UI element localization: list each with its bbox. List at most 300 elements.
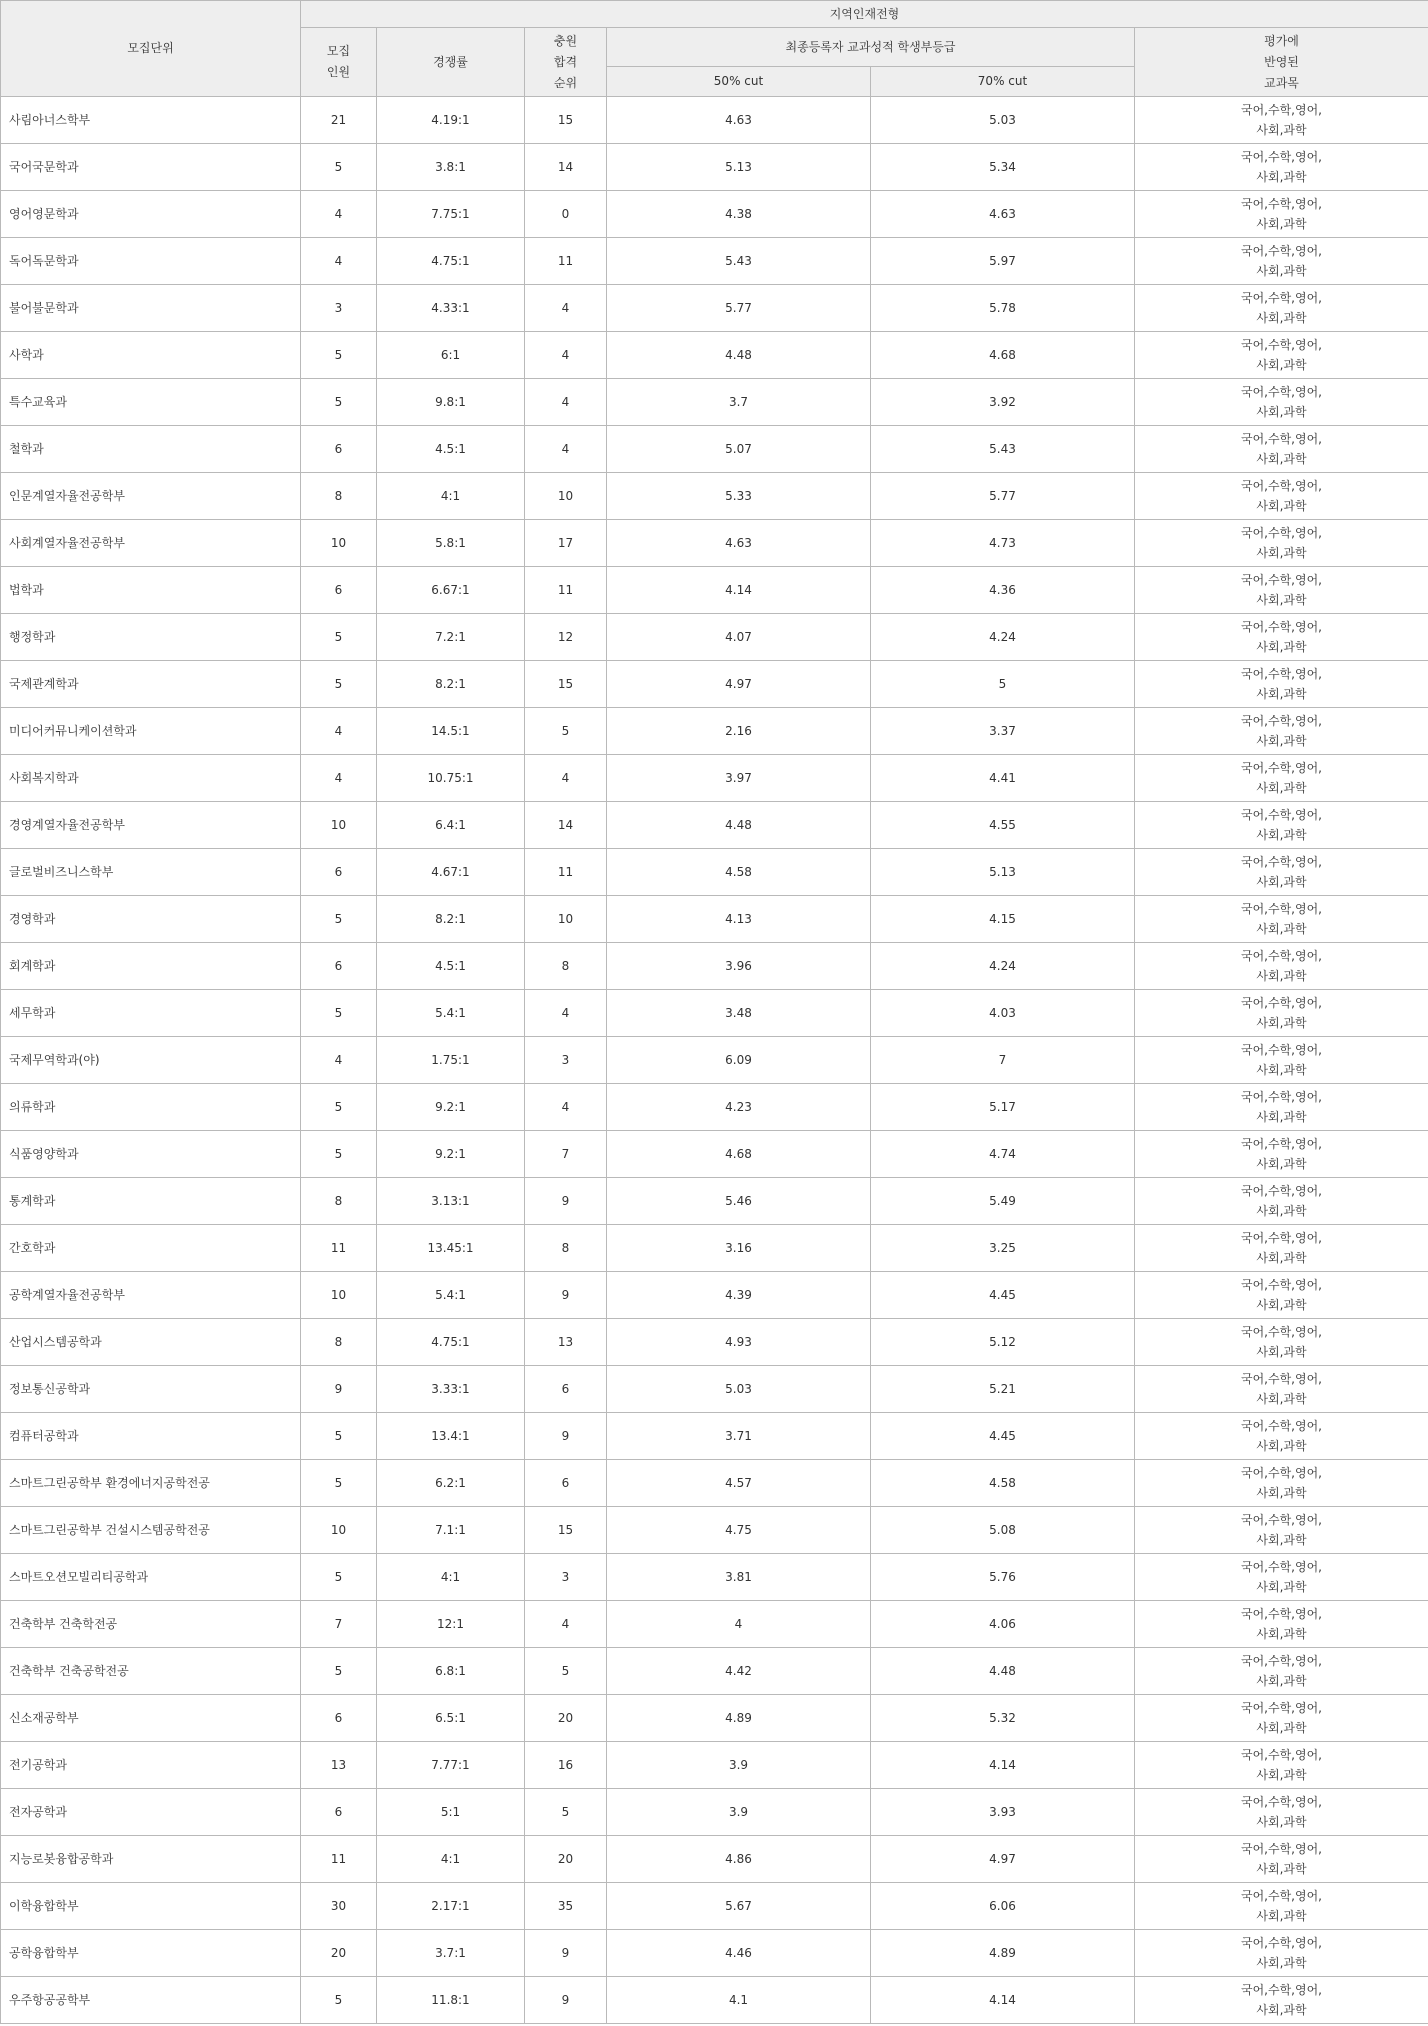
cell-rank: 4 bbox=[525, 332, 607, 379]
cell-quota: 10 bbox=[301, 1507, 377, 1554]
cell-rank: 4 bbox=[525, 755, 607, 802]
cell-cut70: 5.77 bbox=[871, 473, 1135, 520]
cell-subjects bbox=[1135, 1178, 1428, 1225]
cell-subjects-line2: 사회,과학 bbox=[1256, 828, 1307, 842]
table-row bbox=[1, 1460, 1428, 1507]
cell-cut70: 6.06 bbox=[871, 1883, 1135, 1930]
cell-quota: 3 bbox=[301, 285, 377, 332]
cell-cut70: 4.45 bbox=[871, 1413, 1135, 1460]
cell-cut50: 5.46 bbox=[607, 1178, 871, 1225]
table-row bbox=[1, 849, 1428, 896]
cell-competition: 13.4:1 bbox=[377, 1413, 525, 1460]
cell-cut50: 6.09 bbox=[607, 1037, 871, 1084]
cell-quota: 6 bbox=[301, 849, 377, 896]
cell-unit: 공학융합학부 bbox=[1, 1930, 301, 1977]
cell-subjects-line1: 국어,수학,영어, bbox=[1241, 1372, 1322, 1386]
cell-subjects-line2: 사회,과학 bbox=[1256, 1815, 1307, 1829]
table-row bbox=[1, 1225, 1428, 1272]
cell-subjects bbox=[1135, 614, 1428, 661]
cell-quota: 11 bbox=[301, 1836, 377, 1883]
cell-subjects-line1: 국어,수학,영어, bbox=[1241, 808, 1322, 822]
cell-competition: 9.2:1 bbox=[377, 1084, 525, 1131]
header-subjects-line3: 교과목 bbox=[1264, 75, 1299, 90]
cell-cut50: 4.13 bbox=[607, 896, 871, 943]
cell-competition: 6.5:1 bbox=[377, 1695, 525, 1742]
cell-cut50: 4.68 bbox=[607, 1131, 871, 1178]
cell-cut70: 4.58 bbox=[871, 1460, 1135, 1507]
cell-subjects-line1: 국어,수학,영어, bbox=[1241, 103, 1322, 117]
cell-cut50: 4.57 bbox=[607, 1460, 871, 1507]
cell-subjects bbox=[1135, 1742, 1428, 1789]
table-row bbox=[1, 1084, 1428, 1131]
cell-subjects-line1: 국어,수학,영어, bbox=[1241, 902, 1322, 916]
cell-quota: 4 bbox=[301, 191, 377, 238]
cell-cut50: 4.86 bbox=[607, 1836, 871, 1883]
cell-unit: 우주항공공학부 bbox=[1, 1977, 301, 2024]
cell-subjects-line1: 국어,수학,영어, bbox=[1241, 1325, 1322, 1339]
table-row bbox=[1, 1883, 1428, 1930]
cell-unit: 건축학부 건축학전공 bbox=[1, 1601, 301, 1648]
cell-competition: 4.75:1 bbox=[377, 1319, 525, 1366]
cell-rank: 9 bbox=[525, 1930, 607, 1977]
cell-quota: 5 bbox=[301, 990, 377, 1037]
cell-competition: 11.8:1 bbox=[377, 1977, 525, 2024]
header-subjects-line2: 반영된 bbox=[1264, 54, 1299, 69]
cell-cut50: 4.46 bbox=[607, 1930, 871, 1977]
cell-subjects-line2: 사회,과학 bbox=[1256, 1392, 1307, 1406]
cell-rank: 6 bbox=[525, 1366, 607, 1413]
cell-subjects bbox=[1135, 1084, 1428, 1131]
cell-subjects-line1: 국어,수학,영어, bbox=[1241, 150, 1322, 164]
cell-cut50: 5.07 bbox=[607, 426, 871, 473]
cell-cut50: 3.96 bbox=[607, 943, 871, 990]
cell-subjects-line2: 사회,과학 bbox=[1256, 170, 1307, 184]
cell-subjects-line1: 국어,수학,영어, bbox=[1241, 714, 1322, 728]
cell-subjects bbox=[1135, 1272, 1428, 1319]
cell-subjects bbox=[1135, 661, 1428, 708]
cell-unit: 사학과 bbox=[1, 332, 301, 379]
cell-competition: 3.7:1 bbox=[377, 1930, 525, 1977]
table-row bbox=[1, 1554, 1428, 1601]
cell-rank: 6 bbox=[525, 1460, 607, 1507]
cell-subjects-line2: 사회,과학 bbox=[1256, 217, 1307, 231]
table-row bbox=[1, 943, 1428, 990]
cell-rank: 9 bbox=[525, 1272, 607, 1319]
table-row bbox=[1, 1648, 1428, 1695]
cell-cut70: 5.76 bbox=[871, 1554, 1135, 1601]
table-row bbox=[1, 1836, 1428, 1883]
table-row bbox=[1, 191, 1428, 238]
cell-quota: 10 bbox=[301, 802, 377, 849]
header-rank-line2: 합격 bbox=[553, 54, 578, 69]
cell-competition: 4.75:1 bbox=[377, 238, 525, 285]
cell-quota: 30 bbox=[301, 1883, 377, 1930]
cell-subjects-line1: 국어,수학,영어, bbox=[1241, 1043, 1322, 1057]
cell-subjects bbox=[1135, 755, 1428, 802]
cell-quota: 5 bbox=[301, 1977, 377, 2024]
cell-competition: 7.1:1 bbox=[377, 1507, 525, 1554]
cell-unit: 미디어커뮤니케이션학과 bbox=[1, 708, 301, 755]
cell-quota: 4 bbox=[301, 755, 377, 802]
cell-competition: 4:1 bbox=[377, 473, 525, 520]
cell-cut50: 4.1 bbox=[607, 1977, 871, 2024]
cell-unit: 신소재공학부 bbox=[1, 1695, 301, 1742]
cell-subjects-line2: 사회,과학 bbox=[1256, 922, 1307, 936]
cell-competition: 5.4:1 bbox=[377, 990, 525, 1037]
cell-subjects-line2: 사회,과학 bbox=[1256, 1956, 1307, 1970]
cell-rank: 12 bbox=[525, 614, 607, 661]
cell-cut50: 4.23 bbox=[607, 1084, 871, 1131]
cell-rank: 16 bbox=[525, 1742, 607, 1789]
cell-subjects bbox=[1135, 238, 1428, 285]
cell-subjects bbox=[1135, 332, 1428, 379]
cell-rank: 4 bbox=[525, 426, 607, 473]
cell-rank: 4 bbox=[525, 1084, 607, 1131]
cell-cut70: 4.89 bbox=[871, 1930, 1135, 1977]
cell-quota: 5 bbox=[301, 332, 377, 379]
cell-cut50: 5.77 bbox=[607, 285, 871, 332]
table-row bbox=[1, 144, 1428, 191]
table-row bbox=[1, 1413, 1428, 1460]
cell-subjects-line2: 사회,과학 bbox=[1256, 1016, 1307, 1030]
cell-subjects bbox=[1135, 1648, 1428, 1695]
cell-rank: 10 bbox=[525, 896, 607, 943]
cell-unit: 글로벌비즈니스학부 bbox=[1, 849, 301, 896]
cell-quota: 6 bbox=[301, 943, 377, 990]
cell-subjects-line1: 국어,수학,영어, bbox=[1241, 855, 1322, 869]
table-row bbox=[1, 1789, 1428, 1836]
cell-cut70: 5.03 bbox=[871, 97, 1135, 144]
cell-cut70: 4.41 bbox=[871, 755, 1135, 802]
cell-cut70: 4.03 bbox=[871, 990, 1135, 1037]
cell-competition: 4.5:1 bbox=[377, 426, 525, 473]
cell-rank: 20 bbox=[525, 1695, 607, 1742]
cell-unit: 이학융합학부 bbox=[1, 1883, 301, 1930]
cell-cut70: 4.06 bbox=[871, 1601, 1135, 1648]
cell-rank: 0 bbox=[525, 191, 607, 238]
cell-subjects bbox=[1135, 1930, 1428, 1977]
cell-subjects bbox=[1135, 426, 1428, 473]
cell-subjects-line2: 사회,과학 bbox=[1256, 969, 1307, 983]
cell-subjects-line1: 국어,수학,영어, bbox=[1241, 1748, 1322, 1762]
cell-competition: 4.33:1 bbox=[377, 285, 525, 332]
cell-subjects bbox=[1135, 708, 1428, 755]
cell-subjects bbox=[1135, 1601, 1428, 1648]
cell-subjects-line2: 사회,과학 bbox=[1256, 452, 1307, 466]
cell-rank: 5 bbox=[525, 1648, 607, 1695]
cell-subjects bbox=[1135, 990, 1428, 1037]
table-row bbox=[1, 755, 1428, 802]
cell-subjects bbox=[1135, 520, 1428, 567]
cell-subjects bbox=[1135, 1225, 1428, 1272]
cell-quota: 7 bbox=[301, 1601, 377, 1648]
cell-subjects-line2: 사회,과학 bbox=[1256, 593, 1307, 607]
cell-subjects-line2: 사회,과학 bbox=[1256, 1862, 1307, 1876]
cell-subjects-line2: 사회,과학 bbox=[1256, 1909, 1307, 1923]
cell-unit: 회계학과 bbox=[1, 943, 301, 990]
table-row bbox=[1, 520, 1428, 567]
cell-subjects-line2: 사회,과학 bbox=[1256, 1674, 1307, 1688]
cell-cut70: 5 bbox=[871, 661, 1135, 708]
table-row bbox=[1, 1507, 1428, 1554]
table-row bbox=[1, 1977, 1428, 2024]
cell-competition: 10.75:1 bbox=[377, 755, 525, 802]
cell-subjects bbox=[1135, 473, 1428, 520]
cell-unit: 스마트그린공학부 건설시스템공학전공 bbox=[1, 1507, 301, 1554]
cell-rank: 15 bbox=[525, 97, 607, 144]
cell-subjects-line2: 사회,과학 bbox=[1256, 1627, 1307, 1641]
cell-cut70: 5.08 bbox=[871, 1507, 1135, 1554]
cell-subjects bbox=[1135, 567, 1428, 614]
cell-rank: 3 bbox=[525, 1037, 607, 1084]
cell-unit: 인문계열자율전공학부 bbox=[1, 473, 301, 520]
cell-rank: 8 bbox=[525, 1225, 607, 1272]
cell-cut70: 5.34 bbox=[871, 144, 1135, 191]
cell-quota: 10 bbox=[301, 1272, 377, 1319]
cell-unit: 경영학과 bbox=[1, 896, 301, 943]
cell-cut50: 3.71 bbox=[607, 1413, 871, 1460]
cell-cut50: 4.58 bbox=[607, 849, 871, 896]
cell-quota: 4 bbox=[301, 708, 377, 755]
cell-subjects bbox=[1135, 1460, 1428, 1507]
cell-competition: 4.67:1 bbox=[377, 849, 525, 896]
cell-subjects bbox=[1135, 191, 1428, 238]
cell-cut70: 5.32 bbox=[871, 1695, 1135, 1742]
header-cut70: 70% cut bbox=[871, 67, 1135, 97]
cell-unit: 경영계열자율전공학부 bbox=[1, 802, 301, 849]
cell-subjects-line2: 사회,과학 bbox=[1256, 499, 1307, 513]
cell-subjects bbox=[1135, 849, 1428, 896]
cell-unit: 법학과 bbox=[1, 567, 301, 614]
cell-subjects-line2: 사회,과학 bbox=[1256, 734, 1307, 748]
cell-subjects-line1: 국어,수학,영어, bbox=[1241, 1137, 1322, 1151]
cell-cut70: 5.43 bbox=[871, 426, 1135, 473]
cell-unit: 세무학과 bbox=[1, 990, 301, 1037]
cell-subjects-line2: 사회,과학 bbox=[1256, 311, 1307, 325]
cell-subjects-line1: 국어,수학,영어, bbox=[1241, 1513, 1322, 1527]
cell-competition: 12:1 bbox=[377, 1601, 525, 1648]
cell-unit: 식품영양학과 bbox=[1, 1131, 301, 1178]
cell-subjects-line2: 사회,과학 bbox=[1256, 1063, 1307, 1077]
cell-subjects-line1: 국어,수학,영어, bbox=[1241, 1983, 1322, 1997]
cell-rank: 4 bbox=[525, 1601, 607, 1648]
cell-unit: 건축학부 건축공학전공 bbox=[1, 1648, 301, 1695]
cell-quota: 5 bbox=[301, 1131, 377, 1178]
cell-cut50: 2.16 bbox=[607, 708, 871, 755]
table-row bbox=[1, 1601, 1428, 1648]
cell-subjects-line1: 국어,수학,영어, bbox=[1241, 526, 1322, 540]
cell-quota: 6 bbox=[301, 567, 377, 614]
cell-rank: 15 bbox=[525, 1507, 607, 1554]
cell-subjects-line2: 사회,과학 bbox=[1256, 546, 1307, 560]
cell-subjects bbox=[1135, 1319, 1428, 1366]
cell-subjects-line1: 국어,수학,영어, bbox=[1241, 1184, 1322, 1198]
cell-quota: 5 bbox=[301, 144, 377, 191]
cell-quota: 13 bbox=[301, 1742, 377, 1789]
cell-subjects bbox=[1135, 1413, 1428, 1460]
cell-unit: 정보통신공학과 bbox=[1, 1366, 301, 1413]
cell-cut50: 4 bbox=[607, 1601, 871, 1648]
cell-competition: 9.2:1 bbox=[377, 1131, 525, 1178]
cell-quota: 5 bbox=[301, 1084, 377, 1131]
cell-competition: 4:1 bbox=[377, 1554, 525, 1601]
header-quota-line1: 모집 bbox=[326, 44, 351, 58]
cell-unit: 전자공학과 bbox=[1, 1789, 301, 1836]
cell-unit: 영어영문학과 bbox=[1, 191, 301, 238]
cell-competition: 2.17:1 bbox=[377, 1883, 525, 1930]
cell-subjects-line1: 국어,수학,영어, bbox=[1241, 1607, 1322, 1621]
cell-subjects-line1: 국어,수학,영어, bbox=[1241, 1419, 1322, 1433]
cell-subjects bbox=[1135, 1131, 1428, 1178]
cell-quota: 21 bbox=[301, 97, 377, 144]
cell-quota: 5 bbox=[301, 1648, 377, 1695]
cell-rank: 11 bbox=[525, 567, 607, 614]
cell-rank: 10 bbox=[525, 473, 607, 520]
cell-cut50: 3.16 bbox=[607, 1225, 871, 1272]
cell-subjects-line1: 국어,수학,영어, bbox=[1241, 244, 1322, 258]
cell-competition: 6.67:1 bbox=[377, 567, 525, 614]
cell-subjects bbox=[1135, 379, 1428, 426]
cell-subjects bbox=[1135, 1695, 1428, 1742]
cell-rank: 5 bbox=[525, 1789, 607, 1836]
cell-rank: 3 bbox=[525, 1554, 607, 1601]
cell-cut50: 4.48 bbox=[607, 332, 871, 379]
table-row bbox=[1, 567, 1428, 614]
cell-rank: 4 bbox=[525, 990, 607, 1037]
cell-cut50: 3.9 bbox=[607, 1742, 871, 1789]
cell-unit: 불어불문학과 bbox=[1, 285, 301, 332]
table-row bbox=[1, 379, 1428, 426]
cell-competition: 8.2:1 bbox=[377, 896, 525, 943]
table-row bbox=[1, 1178, 1428, 1225]
cell-cut50: 4.14 bbox=[607, 567, 871, 614]
cell-subjects bbox=[1135, 1789, 1428, 1836]
cell-rank: 5 bbox=[525, 708, 607, 755]
cell-unit: 특수교육과 bbox=[1, 379, 301, 426]
table-row bbox=[1, 990, 1428, 1037]
cell-rank: 13 bbox=[525, 1319, 607, 1366]
cell-quota: 9 bbox=[301, 1366, 377, 1413]
cell-subjects-line2: 사회,과학 bbox=[1256, 781, 1307, 795]
cell-subjects-line2: 사회,과학 bbox=[1256, 687, 1307, 701]
cell-rank: 11 bbox=[525, 849, 607, 896]
cell-competition: 4:1 bbox=[377, 1836, 525, 1883]
cell-cut50: 4.93 bbox=[607, 1319, 871, 1366]
cell-quota: 5 bbox=[301, 896, 377, 943]
cell-competition: 7.77:1 bbox=[377, 1742, 525, 1789]
cell-subjects bbox=[1135, 1037, 1428, 1084]
cell-subjects-line1: 국어,수학,영어, bbox=[1241, 1936, 1322, 1950]
table-row bbox=[1, 802, 1428, 849]
cell-subjects-line2: 사회,과학 bbox=[1256, 264, 1307, 278]
header-grade-group: 최종등록자 교과성적 학생부등급 bbox=[607, 28, 1135, 67]
cell-unit: 의류학과 bbox=[1, 1084, 301, 1131]
cell-subjects bbox=[1135, 802, 1428, 849]
header-unit: 모집단위 bbox=[1, 1, 301, 97]
cell-subjects-line2: 사회,과학 bbox=[1256, 1345, 1307, 1359]
cell-competition: 3.33:1 bbox=[377, 1366, 525, 1413]
cell-cut70: 4.48 bbox=[871, 1648, 1135, 1695]
cell-subjects-line1: 국어,수학,영어, bbox=[1241, 1278, 1322, 1292]
cell-competition: 6.4:1 bbox=[377, 802, 525, 849]
cell-unit: 사림아너스학부 bbox=[1, 97, 301, 144]
cell-quota: 4 bbox=[301, 1037, 377, 1084]
cell-cut70: 5.13 bbox=[871, 849, 1135, 896]
cell-quota: 5 bbox=[301, 1554, 377, 1601]
cell-rank: 4 bbox=[525, 379, 607, 426]
cell-unit: 스마트오션모빌리티공학과 bbox=[1, 1554, 301, 1601]
cell-unit: 사회복지학과 bbox=[1, 755, 301, 802]
cell-unit: 간호학과 bbox=[1, 1225, 301, 1272]
cell-unit: 사회계열자율전공학부 bbox=[1, 520, 301, 567]
cell-subjects-line2: 사회,과학 bbox=[1256, 1110, 1307, 1124]
cell-cut50: 5.43 bbox=[607, 238, 871, 285]
cell-quota: 8 bbox=[301, 473, 377, 520]
cell-subjects bbox=[1135, 97, 1428, 144]
cell-competition: 4.19:1 bbox=[377, 97, 525, 144]
cell-cut70: 5.97 bbox=[871, 238, 1135, 285]
cell-subjects-line1: 국어,수학,영어, bbox=[1241, 291, 1322, 305]
cell-cut70: 4.15 bbox=[871, 896, 1135, 943]
header-rank bbox=[525, 28, 607, 97]
cell-subjects-line2: 사회,과학 bbox=[1256, 1157, 1307, 1171]
cell-quota: 6 bbox=[301, 1789, 377, 1836]
header-quota-line2: 인원 bbox=[326, 65, 351, 79]
cell-unit: 컴퓨터공학과 bbox=[1, 1413, 301, 1460]
cell-subjects-line1: 국어,수학,영어, bbox=[1241, 1889, 1322, 1903]
cell-competition: 1.75:1 bbox=[377, 1037, 525, 1084]
cell-subjects-line1: 국어,수학,영어, bbox=[1241, 1795, 1322, 1809]
cell-cut70: 3.92 bbox=[871, 379, 1135, 426]
cell-subjects-line1: 국어,수학,영어, bbox=[1241, 1701, 1322, 1715]
cell-rank: 8 bbox=[525, 943, 607, 990]
cell-cut50: 3.7 bbox=[607, 379, 871, 426]
table-row bbox=[1, 1272, 1428, 1319]
cell-rank: 11 bbox=[525, 238, 607, 285]
cell-competition: 3.13:1 bbox=[377, 1178, 525, 1225]
cell-cut50: 4.07 bbox=[607, 614, 871, 661]
cell-competition: 6.8:1 bbox=[377, 1648, 525, 1695]
cell-competition: 7.2:1 bbox=[377, 614, 525, 661]
cell-cut70: 4.24 bbox=[871, 943, 1135, 990]
cell-cut70: 3.93 bbox=[871, 1789, 1135, 1836]
table-row bbox=[1, 614, 1428, 661]
cell-subjects-line1: 국어,수학,영어, bbox=[1241, 1654, 1322, 1668]
table-row bbox=[1, 1037, 1428, 1084]
cell-cut50: 5.03 bbox=[607, 1366, 871, 1413]
cell-rank: 14 bbox=[525, 144, 607, 191]
cell-competition: 5.8:1 bbox=[377, 520, 525, 567]
cell-cut70: 4.45 bbox=[871, 1272, 1135, 1319]
table-row bbox=[1, 896, 1428, 943]
cell-subjects-line1: 국어,수학,영어, bbox=[1241, 573, 1322, 587]
cell-quota: 10 bbox=[301, 520, 377, 567]
cell-cut50: 3.48 bbox=[607, 990, 871, 1037]
table-row bbox=[1, 238, 1428, 285]
cell-subjects-line2: 사회,과학 bbox=[1256, 1721, 1307, 1735]
cell-rank: 15 bbox=[525, 661, 607, 708]
header-rank-line1: 충원 bbox=[553, 33, 578, 48]
cell-subjects-line1: 국어,수학,영어, bbox=[1241, 1231, 1322, 1245]
cell-cut50: 5.67 bbox=[607, 1883, 871, 1930]
cell-unit: 국어국문학과 bbox=[1, 144, 301, 191]
cell-unit: 통계학과 bbox=[1, 1178, 301, 1225]
cell-competition: 3.8:1 bbox=[377, 144, 525, 191]
cell-cut70: 5.12 bbox=[871, 1319, 1135, 1366]
cell-cut50: 3.81 bbox=[607, 1554, 871, 1601]
cell-subjects-line1: 국어,수학,영어, bbox=[1241, 479, 1322, 493]
cell-subjects-line1: 국어,수학,영어, bbox=[1241, 1560, 1322, 1574]
